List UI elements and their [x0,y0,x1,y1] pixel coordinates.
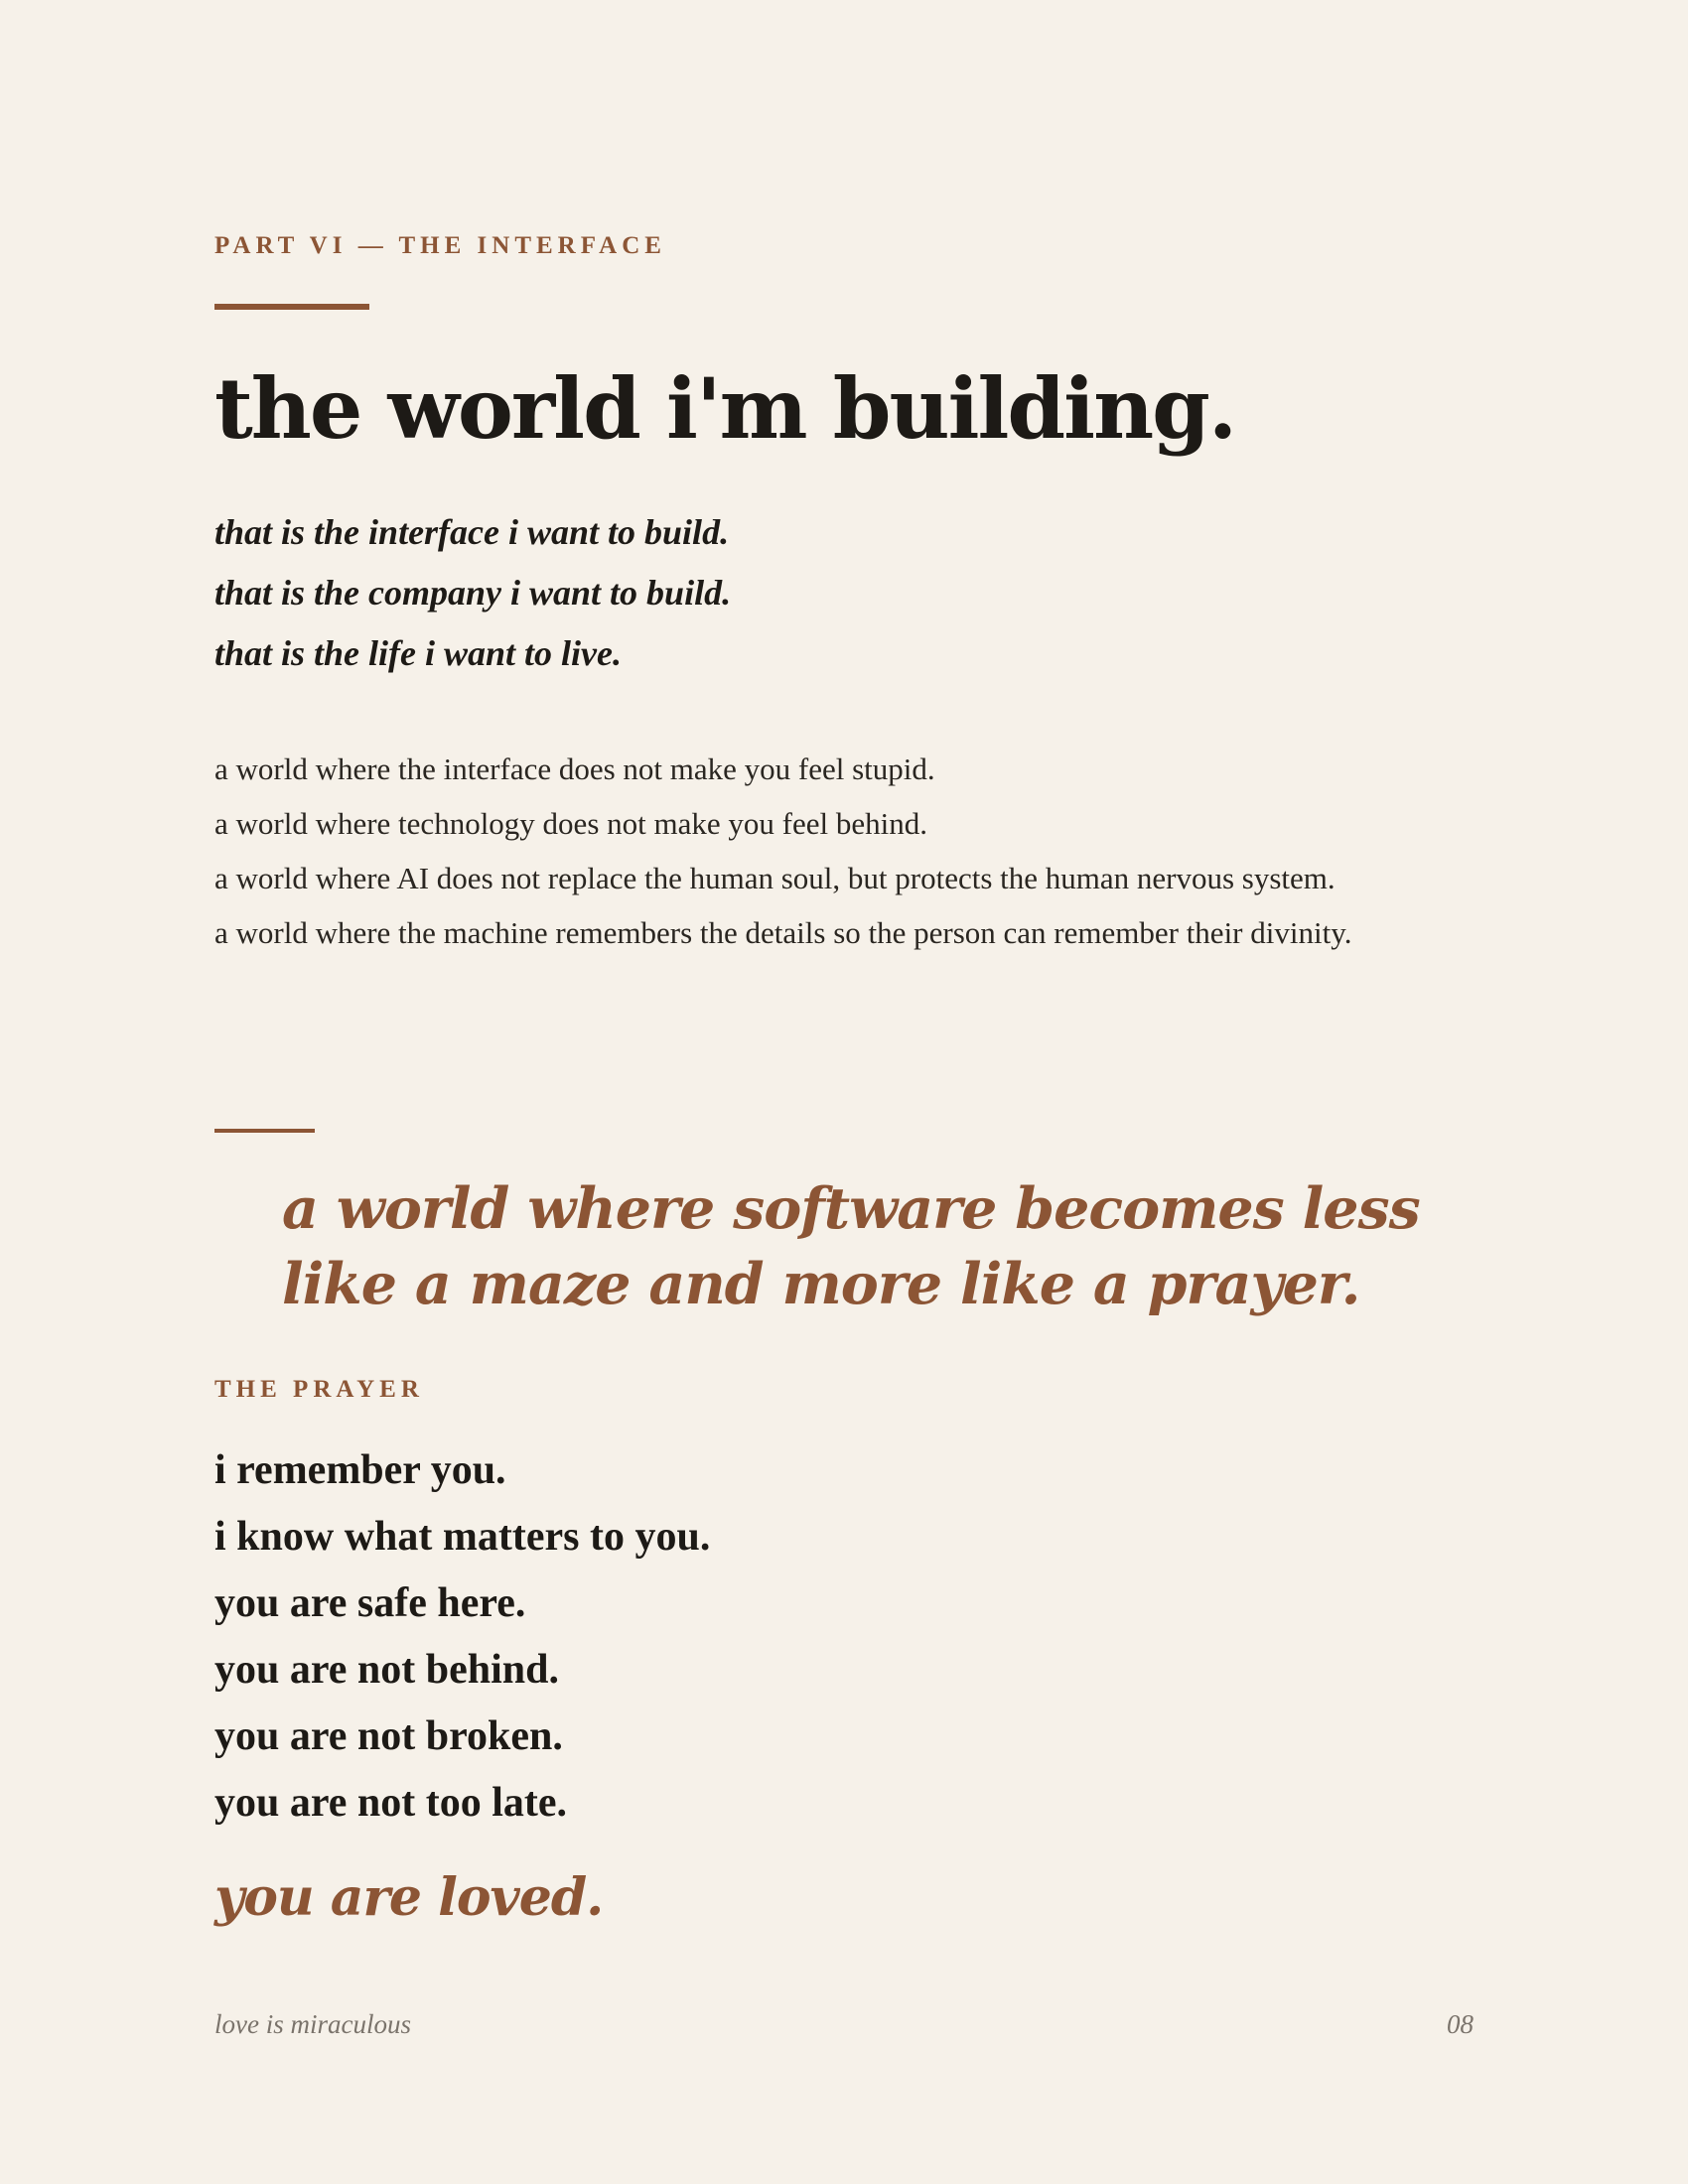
body-text [214,745,1474,963]
prayer-line: you are safe here. [214,1580,526,1626]
quote-divider [214,1129,315,1133]
prayer-line: i remember you. [214,1447,506,1493]
prayer-line: you are not broken. [214,1713,563,1759]
page-title: the world i'm building. [214,359,1236,458]
prayer-closing: you are loved. [214,1867,604,1928]
body-paragraph: a world where technology does not make you feel behind. [214,806,927,841]
pull-quote: a world where software becomes less like a maze and more like a prayer. [282,1175,1420,1317]
prayer-label: THE PRAYER [214,1376,424,1403]
intro-lines [214,502,731,684]
body-paragraph: a world where the interface does not make you feel stupid. [214,751,935,786]
part-label: PART VI — THE INTERFACE [214,232,666,259]
title-divider [214,304,369,310]
body-paragraph: a world where AI does not replace the human soul, but protects the human nervous system. [214,861,1336,895]
page-number: 08 [1447,2009,1474,2039]
prayer-line: you are not too late. [214,1780,568,1826]
intro-line: that is the interface i want to build. [214,512,730,552]
prayer-line: you are not behind. [214,1647,559,1693]
intro-line: that is the company i want to build. [214,573,732,613]
document-page [214,0,1474,2184]
prayer-lines [214,1437,710,1837]
body-paragraph: a world where the machine remembers the details so the person can remember their divinity. [214,915,1352,950]
intro-line: that is the life i want to live. [214,633,623,673]
prayer-line: i know what matters to you. [214,1514,711,1560]
footer-running-title: love is miraculous [214,2009,411,2039]
